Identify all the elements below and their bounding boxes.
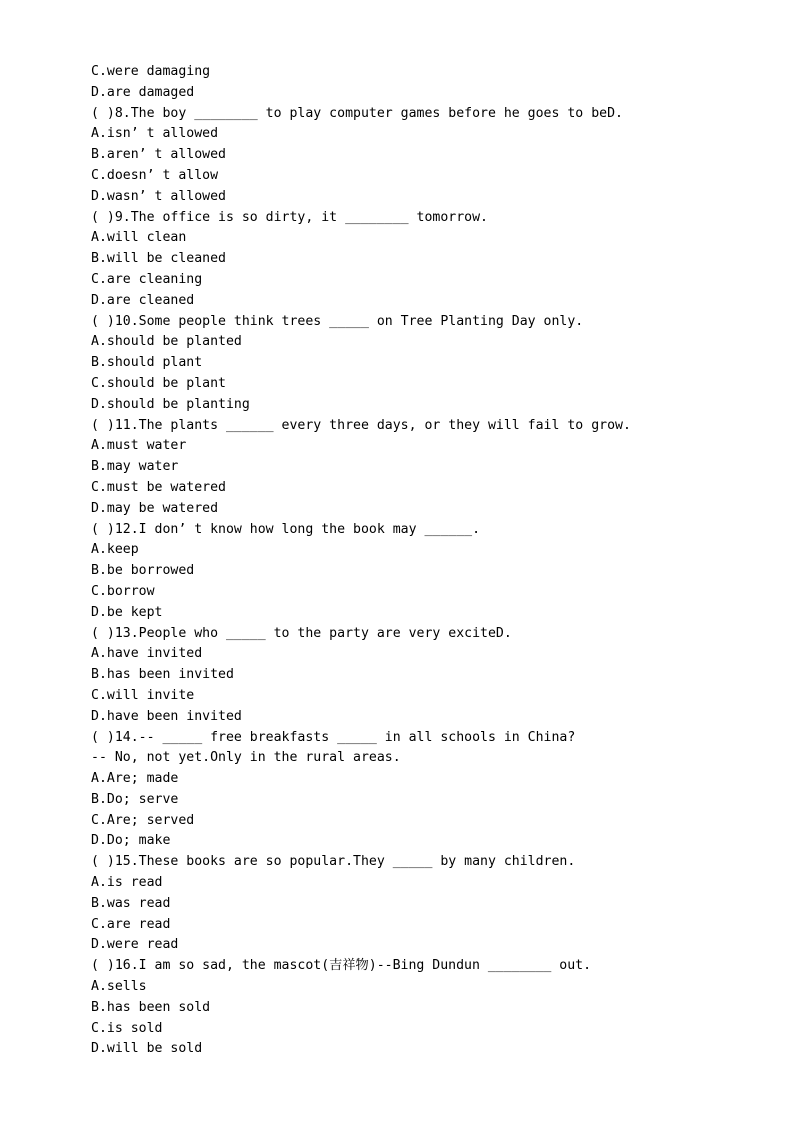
option-a: A.is read: [91, 875, 163, 891]
option-d: D.may be watered: [91, 500, 219, 516]
question-12: ( )12.I don’ t know how long the book may ______.: [91, 521, 481, 537]
option-b: B.Do; serve: [91, 791, 179, 807]
document-page: [91, 62, 731, 1060]
question-14: ( )14.-- _____ free breakfasts _____ in all schools in China?: [91, 729, 576, 745]
option-b: B.aren’ t allowed: [91, 147, 226, 163]
question-11: ( )11.The plants ______ every three days, or they will fail to grow.: [91, 417, 631, 433]
option-c: C.will invite: [91, 687, 195, 703]
option-c: C.is sold: [91, 1020, 163, 1036]
option-d: D.wasn’ t allowed: [91, 188, 226, 204]
option-b: B.be borrowed: [91, 563, 195, 579]
option-a: A.should be planted: [91, 334, 242, 350]
option-c: C.should be plant: [91, 375, 226, 391]
option-b: B.will be cleaned: [91, 251, 226, 267]
option-d: D.be kept: [91, 604, 163, 620]
option-d: D.were read: [91, 937, 179, 953]
option-a: A.will clean: [91, 230, 187, 246]
option-d: D.have been invited: [91, 708, 242, 724]
option-c: C.doesn’ t allow: [91, 167, 219, 183]
option-c: C.Are; served: [91, 812, 195, 828]
text-line: C.were damaging: [91, 64, 211, 79]
question-14-response: -- No, not yet.Only in the rural areas.: [91, 750, 401, 766]
option-a: A.have invited: [91, 646, 203, 662]
option-b: B.was read: [91, 895, 171, 911]
option-a: A.isn’ t allowed: [91, 126, 219, 142]
option-d: D.are cleaned: [91, 292, 195, 308]
option-a: A.keep: [91, 542, 139, 558]
option-d: D.will be sold: [91, 1041, 203, 1057]
option-c: C.must be watered: [91, 479, 226, 495]
option-c: C.are read: [91, 916, 171, 932]
question-16: ( )16.I am so sad, the mascot(吉祥物)--Bing Dundun ________ out.: [91, 958, 592, 974]
option-b: B.should plant: [91, 355, 203, 371]
option-b: B.has been sold: [91, 999, 211, 1015]
option-b: B.may water: [91, 459, 179, 475]
question-10: ( )10.Some people think trees _____ on Tree Planting Day only.: [91, 313, 584, 329]
option-d: D.Do; make: [91, 833, 171, 849]
question-8: ( )8.The boy ________ to play computer games before he goes to beD.: [91, 105, 623, 121]
option-d: D.should be planting: [91, 396, 250, 412]
option-a: A.sells: [91, 979, 147, 995]
option-c: C.borrow: [91, 583, 155, 599]
question-9: ( )9.The office is so dirty, it ________ tomorrow.: [91, 209, 488, 225]
option-a: A.must water: [91, 438, 187, 454]
question-13: ( )13.People who _____ to the party are very exciteD.: [91, 625, 512, 641]
question-15: ( )15.These books are so popular.They _____ by many children.: [91, 854, 576, 870]
option-c: C.are cleaning: [91, 271, 203, 287]
option-a: A.Are; made: [91, 771, 179, 787]
text-line: D.are damaged: [91, 84, 195, 100]
option-b: B.has been invited: [91, 667, 234, 683]
